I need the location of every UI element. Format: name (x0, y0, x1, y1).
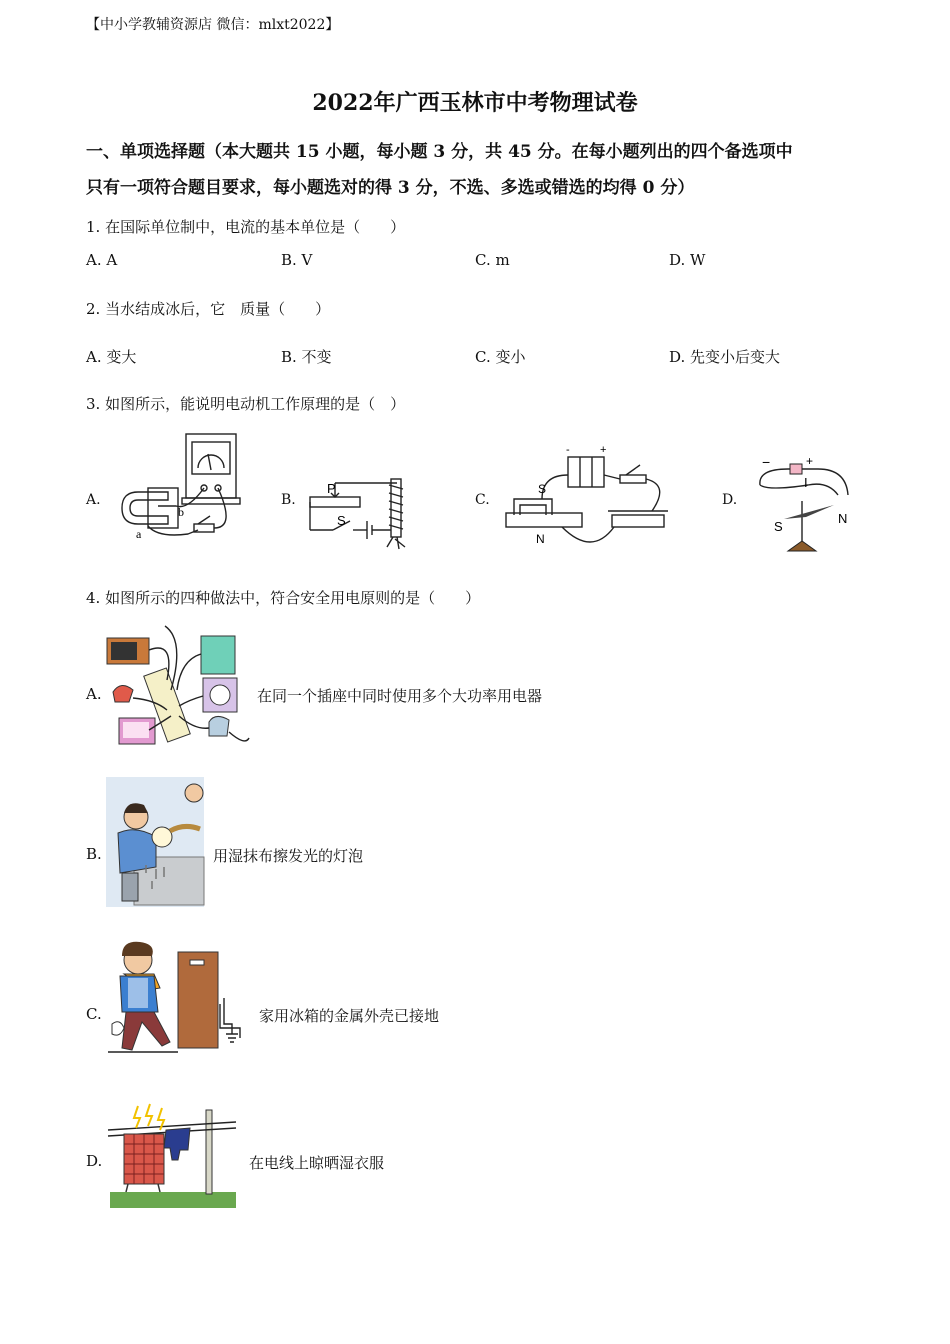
q4-option-a-label: A. (86, 685, 102, 703)
section-heading-line2: 只有一项符合题目要求，每小题选对的得 3 分，不选、多选或错选的均得 0 分） (86, 178, 695, 198)
fig-c-label-plus: + (600, 444, 607, 456)
q1-option-a: A. A (86, 251, 118, 269)
q3-label-a: A. (86, 492, 101, 508)
fig-c-label-s: S (538, 482, 547, 496)
q2-option-a: A. 变大 (86, 348, 137, 366)
fig-d-label-minus: − (762, 454, 771, 470)
q4-figure-b-wet-cloth-bulb (106, 777, 204, 907)
fig-c-label-minus: - (566, 444, 570, 456)
q3-label-b: B. (281, 492, 296, 508)
page-title: 2022年广西玉林市中考物理试卷 (312, 90, 638, 116)
section-heading-line1: 一、单项选择题（本大题共 15 小题，每小题 3 分，共 45 分。在每小题列出的四个备选项中 (86, 142, 793, 162)
question-2-stem: 2. 当水结成冰后，它 质量（ ） (86, 300, 331, 318)
fig-d-label-i: I (804, 475, 808, 490)
q4-option-d-label: D. (86, 1152, 103, 1170)
fig-b-label-s: S (337, 513, 346, 528)
q4-option-c-text: 家用冰箱的金属外壳已接地 (259, 1007, 440, 1025)
q3-figure-c (502, 445, 672, 560)
q3-label-d: D. (722, 492, 738, 508)
q4-figure-d-clothes-on-wire (108, 1100, 238, 1210)
fig-d-label-plus: + (806, 454, 814, 468)
fig-a-label-a: a (136, 527, 142, 541)
q2-option-b: B. 不变 (281, 348, 332, 366)
fig-d-label-n: N (838, 511, 848, 526)
q3-figure-b (305, 475, 420, 555)
q1-option-c: C. m (475, 251, 510, 269)
fig-d-label-s: S (774, 519, 783, 534)
q4-option-d-text: 在电线上晾晒湿衣服 (249, 1154, 385, 1172)
q4-figure-a-overloaded-socket (105, 620, 250, 755)
q4-option-b-text: 用湿抹布擦发光的灯泡 (213, 847, 364, 865)
q2-option-c: C. 变小 (475, 348, 526, 366)
q4-option-c-label: C. (86, 1005, 102, 1023)
question-1-stem: 1. 在国际单位制中，电流的基本单位是（ ） (86, 218, 406, 236)
q4-figure-c-grounded-fridge (108, 938, 253, 1060)
q1-option-b: B. V (281, 251, 313, 269)
q3-figure-d (748, 455, 858, 555)
q3-figure-a (118, 430, 248, 545)
page-header: 【中小学教辅资源店 微信：mlxt2022】 (86, 17, 340, 33)
q4-option-b-label: B. (86, 845, 102, 863)
q1-option-d: D. W (669, 251, 706, 269)
question-4-stem: 4. 如图所示的四种做法中，符合安全用电原则的是（ ） (86, 589, 481, 607)
q2-option-d: D. 先变小后变大 (669, 348, 781, 366)
fig-c-label-n: N (536, 532, 545, 546)
question-3-stem: 3. 如图所示，能说明电动机工作原理的是（ ） (86, 395, 406, 413)
fig-a-label-b: b (178, 505, 184, 519)
fig-b-label-p: P (327, 481, 336, 496)
q3-label-c: C. (475, 492, 490, 508)
q4-option-a-text: 在同一个插座中同时使用多个大功率用电器 (257, 687, 543, 705)
